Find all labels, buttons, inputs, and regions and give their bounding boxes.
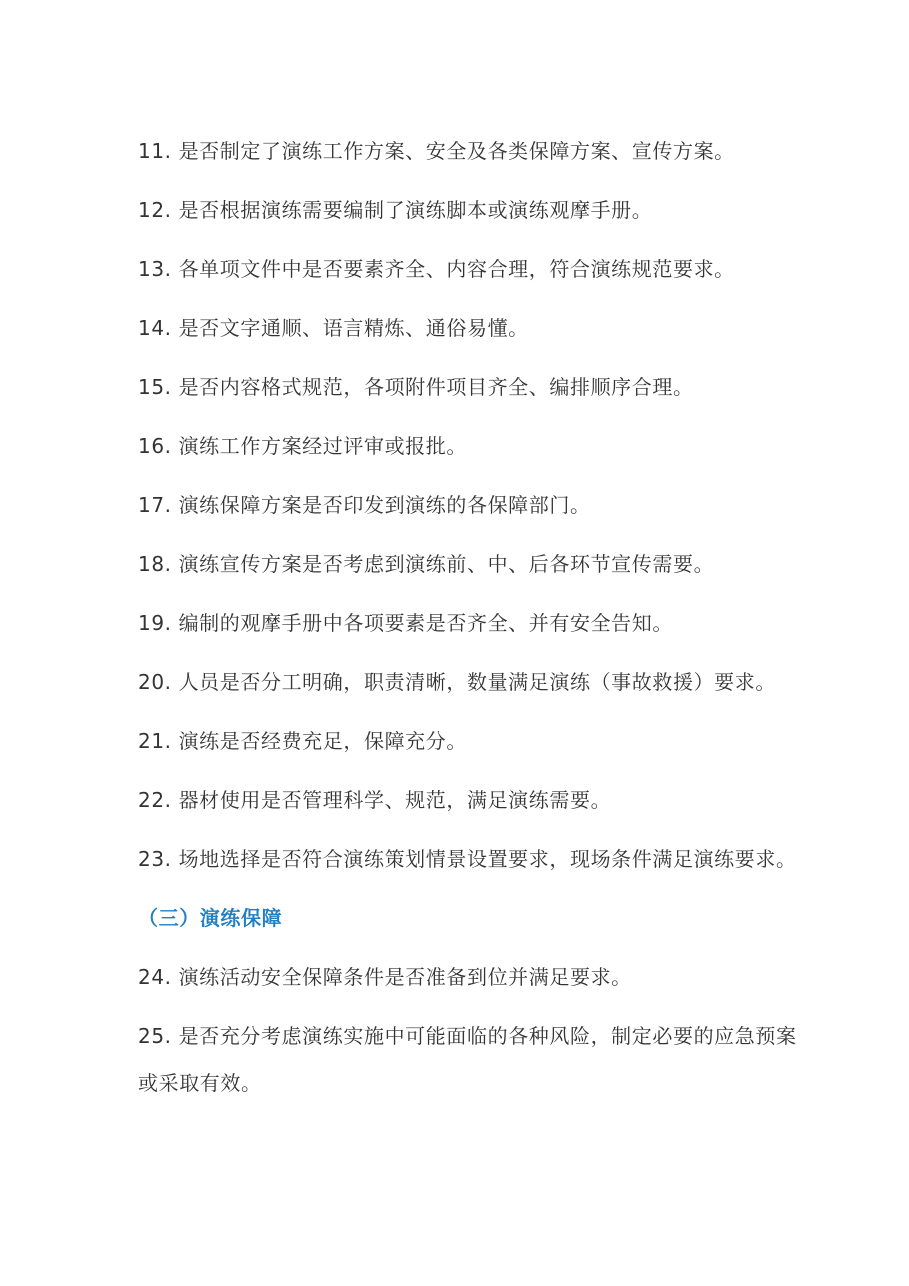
document-body: [138, 128, 798, 1119]
checklist-item-23: 23. 场地选择是否符合演练策划情景设置要求，现场条件满足演练要求。: [138, 847, 797, 871]
checklist-item-13: 13. 各单项文件中是否要素齐全、内容合理，符合演练规范要求。: [138, 257, 735, 281]
checklist-item-15: 15. 是否内容格式规范，各项附件项目齐全、编排顺序合理。: [138, 375, 694, 399]
checklist-item-11: 11. 是否制定了演练工作方案、安全及各类保障方案、宣传方案。: [138, 139, 735, 163]
checklist-item-14: 14. 是否文字通顺、语言精炼、通俗易懂。: [138, 316, 529, 340]
checklist-item-20: 20. 人员是否分工明确，职责清晰，数量满足演练（事故救援）要求。: [138, 670, 776, 694]
checklist-item-24: 24. 演练活动安全保障条件是否准备到位并满足要求。: [138, 965, 632, 989]
checklist-item-17: 17. 演练保障方案是否印发到演练的各保障部门。: [138, 493, 591, 517]
checklist-item-19: 19. 编制的观摩手册中各项要素是否齐全、并有安全告知。: [138, 611, 673, 635]
checklist-item-22: 22. 器材使用是否管理科学、规范，满足演练需要。: [138, 788, 612, 812]
checklist-item-21: 21. 演练是否经费充足，保障充分。: [138, 729, 467, 753]
checklist-item-16: 16. 演练工作方案经过评审或报批。: [138, 434, 467, 458]
checklist-item-25: 25. 是否充分考虑演练实施中可能面临的各种风险，制定必要的应急预案或采取有效。: [138, 1024, 797, 1095]
section-heading: （三）演练保障: [138, 906, 283, 930]
checklist-item-12: 12. 是否根据演练需要编制了演练脚本或演练观摩手册。: [138, 198, 653, 222]
checklist-item-18: 18. 演练宣传方案是否考虑到演练前、中、后各环节宣传需要。: [138, 552, 715, 576]
